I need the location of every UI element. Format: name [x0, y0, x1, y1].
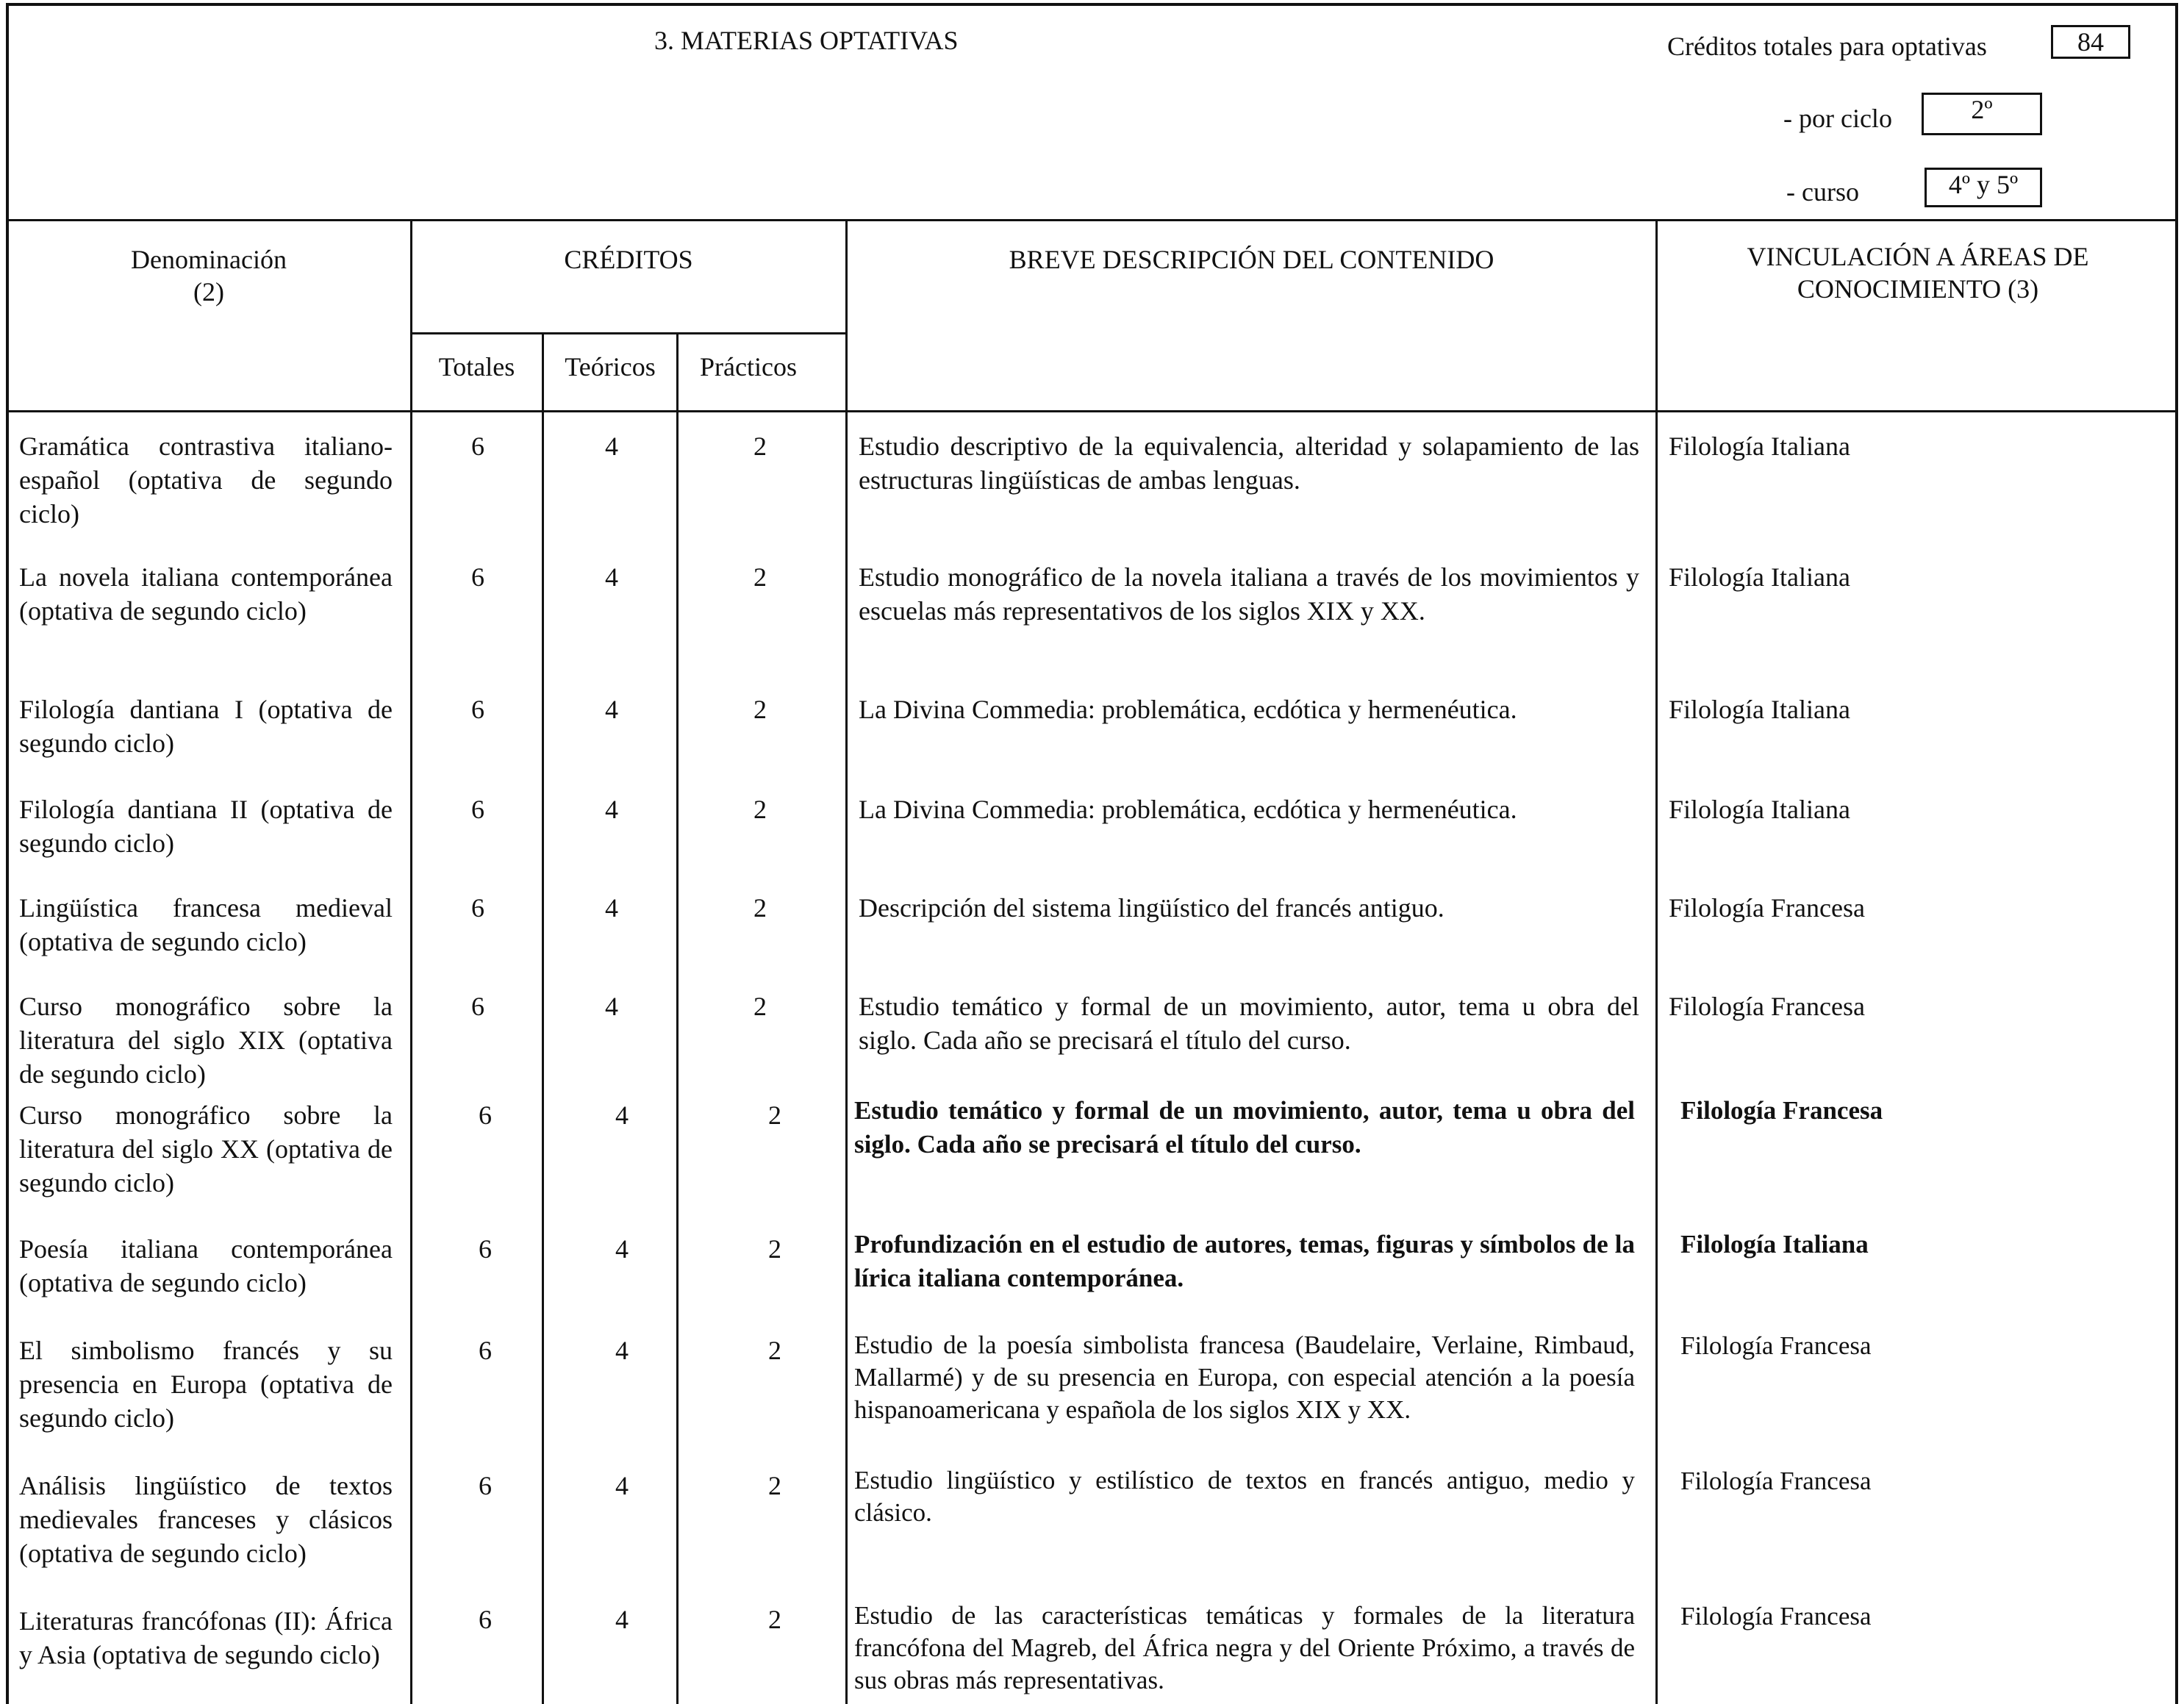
col-divider-descripcion	[1655, 219, 1658, 1704]
header-practicos: Prácticos	[700, 352, 797, 382]
row-teoricos: 4	[605, 992, 618, 1021]
row-teoricos: 4	[615, 1471, 629, 1500]
row-denominacion: Literaturas francófonas (II): África y Asia (optativa de segundo ciclo)	[19, 1606, 393, 1669]
header-vinculacion-line1: VINCULACIÓN A ÁREAS DE	[1747, 242, 2089, 271]
row-area: Filología Francesa	[1680, 1602, 1872, 1630]
header-totales: Totales	[438, 352, 515, 382]
row-practicos: 2	[768, 1336, 781, 1365]
row-descripcion: Estudio temático y formal de un movimiento, autor, tema u obra del siglo. Cada año se precisará el título del curso.	[859, 992, 1639, 1055]
row-teoricos: 4	[615, 1234, 629, 1264]
row-totales: 6	[479, 1336, 492, 1365]
row-practicos: 2	[768, 1234, 781, 1264]
table-header-bottom-border	[6, 410, 2178, 412]
row-teoricos: 4	[605, 562, 618, 592]
row-teoricos: 4	[605, 695, 618, 724]
course-value: 4º y 5º	[1925, 168, 2042, 207]
row-practicos: 2	[753, 795, 767, 824]
row-practicos: 2	[768, 1605, 781, 1634]
row-area: Filología Italiana	[1669, 695, 1850, 724]
row-totales: 6	[479, 1605, 492, 1634]
col-divider-totales	[542, 332, 544, 1704]
row-denominacion: Curso monográfico sobre la literatura del siglo XIX (optativa de segundo ciclo)	[19, 992, 393, 1089]
row-practicos: 2	[753, 893, 767, 923]
row-area: Filología Francesa	[1669, 992, 1865, 1021]
row-denominacion: Poesía italiana contemporánea (optativa de segundo ciclo)	[19, 1234, 393, 1297]
row-practicos: 2	[768, 1100, 781, 1130]
row-denominacion: Análisis lingüístico de textos medievales franceses y clásicos (optativa de segundo ciclo)	[19, 1471, 393, 1568]
per-cycle-label: - por ciclo	[1783, 104, 1892, 133]
row-descripcion: Estudio de la poesía simbolista francesa (Baudelaire, Verlaine, Rimbaud, Mallarmé) y de su presencia en Europa, con especial atención a la poesía hispanoamericana y española de los siglos XIX y XX.	[854, 1331, 1635, 1424]
row-practicos: 2	[753, 695, 767, 724]
row-totales: 6	[471, 795, 484, 824]
col-divider-creditos	[845, 219, 848, 1704]
row-teoricos: 4	[615, 1100, 629, 1130]
row-denominacion: La novela italiana contemporánea (optativa de segundo ciclo)	[19, 562, 393, 626]
row-denominacion: Curso monográfico sobre la literatura del siglo XX (optativa de segundo ciclo)	[19, 1100, 393, 1198]
row-teoricos: 4	[605, 893, 618, 923]
row-teoricos: 4	[615, 1605, 629, 1634]
section-title: 3. MATERIAS OPTATIVAS	[654, 26, 959, 55]
row-descripcion: La Divina Commedia: problemática, ecdótica y hermenéutica.	[859, 795, 1517, 824]
row-denominacion: Filología dantiana I (optativa de segundo ciclo)	[19, 695, 393, 758]
row-area: Filología Francesa	[1680, 1096, 1883, 1125]
row-practicos: 2	[753, 992, 767, 1021]
row-descripcion: Estudio monográfico de la novela italiana a través de los movimientos y escuelas más representativos de los siglos XIX y XX.	[859, 562, 1639, 626]
row-area: Filología Francesa	[1669, 893, 1865, 923]
row-totales: 6	[471, 695, 484, 724]
row-practicos: 2	[753, 432, 767, 461]
row-totales: 6	[479, 1471, 492, 1500]
total-credits-value: 84	[2051, 25, 2130, 59]
row-denominacion: Gramática contrastiva italiano-español (optativa de segundo ciclo)	[19, 432, 393, 529]
row-practicos: 2	[753, 562, 767, 592]
row-totales: 6	[479, 1234, 492, 1264]
row-descripcion: Profundización en el estudio de autores, temas, figuras y símbolos de la lírica italiana contemporánea.	[854, 1230, 1635, 1292]
header-descripcion: BREVE DESCRIPCIÓN DEL CONTENIDO	[1009, 245, 1494, 274]
row-area: Filología Italiana	[1680, 1230, 1869, 1259]
row-denominacion: El simbolismo francés y su presencia en Europa (optativa de segundo ciclo)	[19, 1336, 393, 1433]
creditos-subheader-border	[410, 332, 845, 334]
row-descripcion: Estudio temático y formal de un movimiento, autor, tema u obra del siglo. Cada año se precisará el título del curso.	[854, 1096, 1635, 1159]
row-area: Filología Italiana	[1669, 432, 1850, 461]
row-totales: 6	[471, 992, 484, 1021]
row-denominacion: Filología dantiana II (optativa de segundo ciclo)	[19, 795, 393, 858]
row-totales: 6	[471, 893, 484, 923]
header-teoricos: Teóricos	[565, 352, 656, 382]
row-area: Filología Italiana	[1669, 795, 1850, 824]
row-area: Filología Italiana	[1669, 562, 1850, 592]
total-credits-label: Créditos totales para optativas	[1667, 32, 1987, 61]
header-denominacion: Denominación	[131, 245, 287, 274]
row-totales: 6	[471, 562, 484, 592]
row-teoricos: 4	[605, 432, 618, 461]
row-descripcion: Descripción del sistema lingüístico del francés antiguo.	[859, 893, 1444, 923]
row-denominacion: Lingüística francesa medieval (optativa de segundo ciclo)	[19, 893, 393, 956]
row-area: Filología Francesa	[1680, 1467, 1872, 1495]
row-teoricos: 4	[605, 795, 618, 824]
row-descripcion: Estudio de las características temáticas y formales de la literatura francófona del Magreb, del África negra y del Oriente Próximo, a través de sus obras más representativas.	[854, 1601, 1635, 1694]
row-descripcion: Estudio lingüístico y estilístico de textos en francés antiguo, medio y clásico.	[854, 1466, 1635, 1527]
row-teoricos: 4	[615, 1336, 629, 1365]
row-descripcion: Estudio descriptivo de la equivalencia, alteridad y solapamiento de las estructuras lingüísticas de ambas lenguas.	[859, 432, 1639, 495]
row-totales: 6	[479, 1100, 492, 1130]
col-divider-denominacion	[410, 219, 412, 1704]
col-divider-teoricos	[676, 332, 679, 1704]
header-creditos: CRÉDITOS	[564, 245, 693, 274]
header-denominacion-note: (2)	[193, 277, 224, 307]
table-top-border	[6, 219, 2178, 221]
row-practicos: 2	[768, 1471, 781, 1500]
row-area: Filología Francesa	[1680, 1331, 1872, 1360]
header-vinculacion-line2: CONOCIMIENTO (3)	[1797, 274, 2039, 304]
per-cycle-value: 2º	[1922, 93, 2042, 135]
row-totales: 6	[471, 432, 484, 461]
course-label: - curso	[1786, 177, 1859, 207]
row-descripcion: La Divina Commedia: problemática, ecdótica y hermenéutica.	[859, 695, 1517, 724]
